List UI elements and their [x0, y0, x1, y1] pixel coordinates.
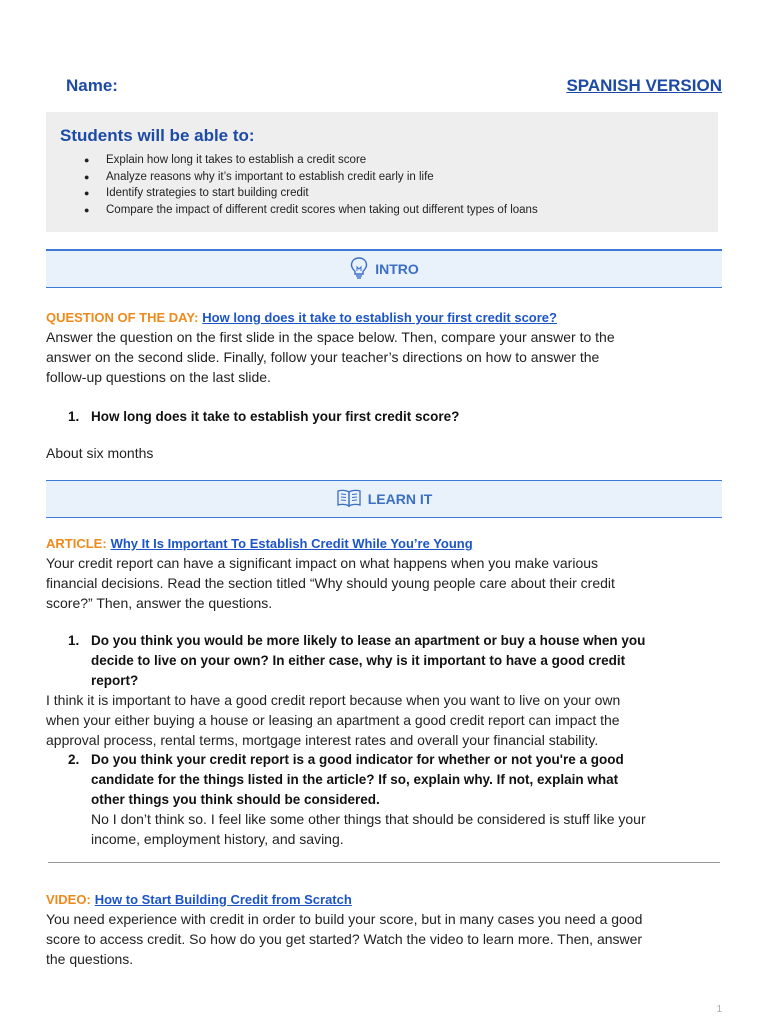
- objective-item: ● Analyze reasons why it’s important to establish credit early in life: [84, 169, 538, 186]
- header-row: [66, 74, 722, 98]
- bullet-icon: ●: [84, 171, 90, 182]
- page-number: 1: [716, 1004, 722, 1015]
- objective-item: ● Identify strategies to start building credit: [84, 185, 538, 202]
- lightbulb-icon: [349, 256, 369, 283]
- video-label: VIDEO:: [46, 892, 91, 907]
- name-label: Name:: [66, 76, 118, 95]
- learn-label: LEARN IT: [367, 491, 433, 507]
- intro-label: INTRO: [375, 261, 419, 277]
- bullet-icon: ●: [84, 188, 90, 198]
- intro-answer-1[interactable]: About six months: [46, 445, 154, 461]
- learn-answer-2[interactable]: No I don’t think so. I feel like some other things that should be considered is stuff like your income, employment history, and saving.: [91, 811, 646, 847]
- worksheet-page: Name: SPANISH VERSION Students will be able to: ● Explain how long it takes to establish a credit score ● Analyze reasons why it’s important to establish credit early in life ● Identify strategies to start building credit ● Compare the impact of different credit scores when taking out different types of loans INTRO QUESTION OF THE DAY: How long does it take to establish your first credit score? Answer the question on the first slide in the space below. Then, compare your answer to the answer on the second slide. Finally, follow your teacher’s directions on how to answer the follow-up questions on the last slide. 1. How long does it take to establish your first credit score? About six months LEARN IT ARTICLE: Why It Is Important To Establish Credit While You’re Young Your credit report can have a significant impact on what happens when you make various financial decisions. Read the section titled “Why should young people care about their credit score?” Then, answer the questions. 1. Do you think you would be more likely to lease an apartment or buy a house when you decide to live on your own? In either case, why is it important to have a good credit report? I think it is important to have a good credit report because when you want to live on your own when your either buying a house or leasing an apartment a good credit report can impact the approval process, rental terms, mortgage interest rates and overall your financial stability. 2. Do you think your credit report is a good indicator for whether or not you're a good candidate for the things listed in the article? If so, explain why. If not, explain what other things you think should be considered. No I don’t think so. I feel like some other things that should be considered is stuff like your income, employment history, and saving. VIDEO: How to Start Building Credit from Scratch You need experience with credit in order to build your score, but in many cases you need a good score to access credit. So how do you get started? Watch the video to learn more. Then, answer the questions. 1: [0, 0, 768, 1024]
- objective-item: ● Compare the impact of different credit scores when taking out different types of loans: [84, 202, 538, 219]
- bullet-icon: ●: [84, 155, 90, 165]
- objective-item: ● Explain how long it takes to establish a credit score: [84, 152, 538, 169]
- qotd-label: QUESTION OF THE DAY:: [46, 310, 199, 325]
- objectives-box: [46, 112, 718, 232]
- spanish-version-link[interactable]: SPANISH VERSION: [566, 76, 722, 95]
- objectives-list: [84, 152, 538, 218]
- article-link[interactable]: Why It Is Important To Establish Credit While You’re Young: [110, 536, 473, 551]
- learn-answer-1[interactable]: I think it is important to have a good credit report because when you want to live on your own when your either buying a house or leasing an apartment a good credit report can impact the approval process, rental terms, mortgage interest rates and overall your financial stability.: [46, 692, 621, 748]
- section-divider: [48, 862, 720, 863]
- intro-section-header: [46, 249, 722, 288]
- open-book-icon: [336, 488, 362, 511]
- objectives-title: Students will be able to:: [60, 126, 255, 145]
- video-text: You need experience with credit in order to build your score, but in many cases you need a good score to access credit. So how do you get started? Watch the video to learn more. Then, answer the questions.: [46, 911, 643, 967]
- article-line: [46, 533, 726, 554]
- learn-instructions: Your credit report can have a significant impact on what happens when you make various financial decisions. Read the section titled “Why should young people care about their credit score?” Then, answer the questions.: [46, 555, 615, 611]
- video-link[interactable]: How to Start Building Credit from Scratch: [94, 892, 352, 907]
- bullet-icon: ●: [84, 204, 90, 215]
- qotd-link[interactable]: How long does it take to establish your first credit score?: [202, 310, 557, 325]
- article-label: ARTICLE:: [46, 536, 107, 551]
- learn-section-header: [46, 480, 722, 518]
- intro-instructions: Answer the question on the first slide in the space below. Then, compare your answer to the answer on the second slide. Finally, follow your teacher’s directions on how to answer the follow-up questions on the last slide.: [46, 329, 615, 385]
- video-line: [46, 889, 726, 910]
- qotd-line: [46, 307, 726, 328]
